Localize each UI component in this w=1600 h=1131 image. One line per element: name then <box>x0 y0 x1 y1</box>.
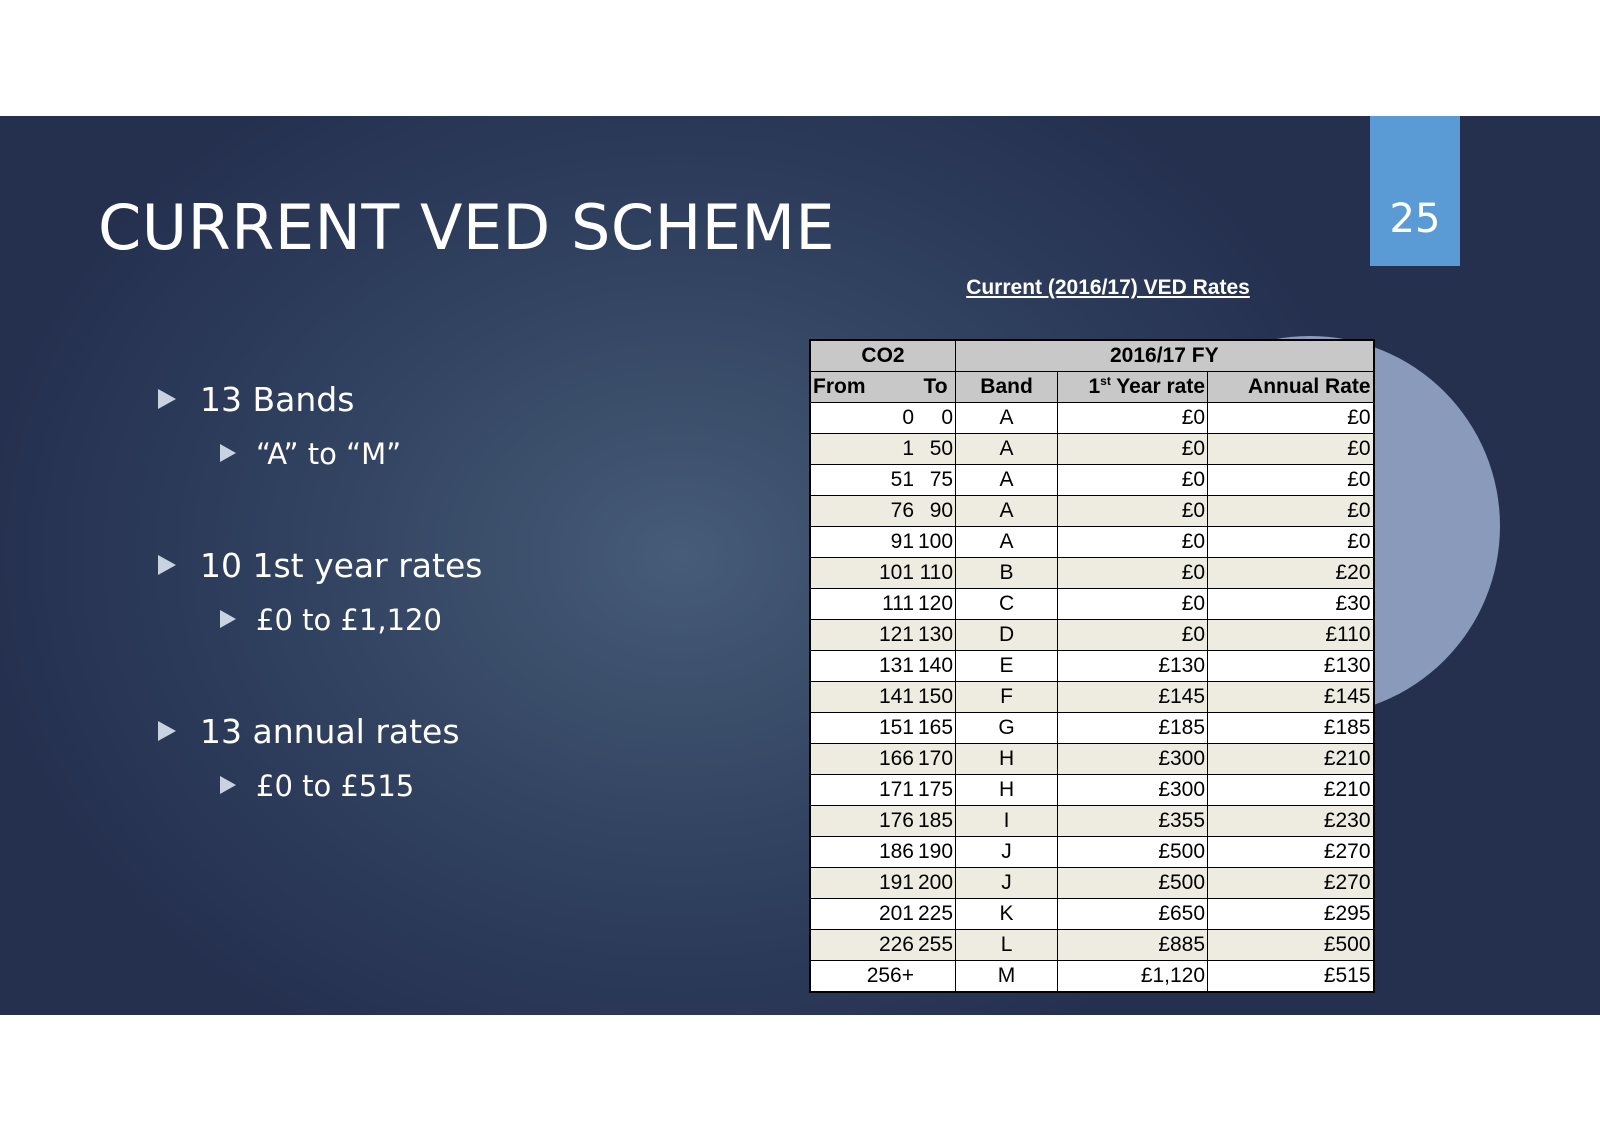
table-row <box>810 868 1374 899</box>
cell-first-year-rate: £130 <box>1058 651 1208 682</box>
table-row <box>810 403 1374 434</box>
cell-band: A <box>956 403 1058 434</box>
cell-to: 90 <box>916 496 956 527</box>
bullet-arrow-icon <box>220 610 236 628</box>
col-header-annual-rate: Annual Rate <box>1208 372 1374 403</box>
bullet-arrow-icon <box>158 555 176 575</box>
cell-to: 170 <box>916 744 956 775</box>
cell-from: 1 <box>810 434 916 465</box>
cell-first-year-rate: £1,120 <box>1058 961 1208 993</box>
sub-bullet-text: “A” to “M” <box>256 437 402 471</box>
group-header-co2: CO2 <box>810 340 956 372</box>
cell-from: 141 <box>810 682 916 713</box>
table-body <box>810 403 1374 993</box>
table-row <box>810 620 1374 651</box>
table-row <box>810 496 1374 527</box>
bullet-item <box>158 712 460 752</box>
cell-to: 130 <box>916 620 956 651</box>
cell-band: D <box>956 620 1058 651</box>
cell-annual-rate: £110 <box>1208 620 1374 651</box>
cell-first-year-rate: £355 <box>1058 806 1208 837</box>
cell-band: A <box>956 527 1058 558</box>
cell-from: 51 <box>810 465 916 496</box>
cell-annual-rate: £0 <box>1208 403 1374 434</box>
sub-bullet-text: £0 to £1,120 <box>256 603 442 637</box>
table-row <box>810 527 1374 558</box>
cell-annual-rate: £230 <box>1208 806 1374 837</box>
cell-band: C <box>956 589 1058 620</box>
bullet-arrow-icon <box>220 776 236 794</box>
table-row <box>810 682 1374 713</box>
cell-from: 131 <box>810 651 916 682</box>
cell-band: M <box>956 961 1058 993</box>
bullet-arrow-icon <box>220 444 236 462</box>
bullet-text: 10 1st year rates <box>200 546 483 585</box>
cell-annual-rate: £270 <box>1208 868 1374 899</box>
bullet-text: 13 Bands <box>200 380 355 419</box>
first-year-suffix: Year rate <box>1110 375 1206 398</box>
cell-first-year-rate: £0 <box>1058 589 1208 620</box>
table-row <box>810 775 1374 806</box>
sub-bullet-text: £0 to £515 <box>256 769 415 803</box>
sub-bullet-item <box>220 436 401 472</box>
cell-to: 200 <box>916 868 956 899</box>
cell-annual-rate: £130 <box>1208 651 1374 682</box>
cell-first-year-rate: £650 <box>1058 899 1208 930</box>
cell-annual-rate: £145 <box>1208 682 1374 713</box>
slide-title: CURRENT VED SCHEME <box>98 191 836 264</box>
cell-annual-rate: £30 <box>1208 589 1374 620</box>
cell-band: F <box>956 682 1058 713</box>
cell-band: K <box>956 899 1058 930</box>
cell-first-year-rate: £0 <box>1058 434 1208 465</box>
cell-from: 171 <box>810 775 916 806</box>
cell-from: 176 <box>810 806 916 837</box>
cell-band: H <box>956 744 1058 775</box>
cell-band: I <box>956 806 1058 837</box>
table-row <box>810 930 1374 961</box>
cell-to: 110 <box>916 558 956 589</box>
cell-band: B <box>956 558 1058 589</box>
cell-annual-rate: £500 <box>1208 930 1374 961</box>
cell-from: 226 <box>810 930 916 961</box>
cell-from: 201 <box>810 899 916 930</box>
cell-to <box>916 961 956 993</box>
cell-first-year-rate: £185 <box>1058 713 1208 744</box>
cell-to: 150 <box>916 682 956 713</box>
first-year-prefix: 1 <box>1088 375 1101 398</box>
table-row <box>810 651 1374 682</box>
cell-annual-rate: £185 <box>1208 713 1374 744</box>
cell-to: 165 <box>916 713 956 744</box>
cell-annual-rate: £0 <box>1208 465 1374 496</box>
cell-annual-rate: £0 <box>1208 496 1374 527</box>
table-row <box>810 961 1374 993</box>
cell-to: 100 <box>916 527 956 558</box>
cell-band: J <box>956 868 1058 899</box>
cell-annual-rate: £270 <box>1208 837 1374 868</box>
cell-band: E <box>956 651 1058 682</box>
sub-bullet-item <box>220 768 414 804</box>
cell-to: 140 <box>916 651 956 682</box>
bullet-arrow-icon <box>158 389 176 409</box>
table-row <box>810 434 1374 465</box>
cell-first-year-rate: £0 <box>1058 620 1208 651</box>
bullet-item <box>158 546 482 586</box>
cell-first-year-rate: £500 <box>1058 837 1208 868</box>
bullet-text: 13 annual rates <box>200 712 460 751</box>
cell-band: G <box>956 713 1058 744</box>
cell-annual-rate: £0 <box>1208 527 1374 558</box>
cell-from: 0 <box>810 403 916 434</box>
cell-from: 91 <box>810 527 916 558</box>
cell-from: 256+ <box>810 961 916 993</box>
cell-from: 101 <box>810 558 916 589</box>
cell-annual-rate: £515 <box>1208 961 1374 993</box>
cell-from: 191 <box>810 868 916 899</box>
slide <box>0 116 1600 1015</box>
col-header-first-year-rate <box>1058 372 1208 403</box>
cell-first-year-rate: £0 <box>1058 527 1208 558</box>
cell-first-year-rate: £0 <box>1058 403 1208 434</box>
cell-band: A <box>956 465 1058 496</box>
cell-to: 75 <box>916 465 956 496</box>
cell-to: 185 <box>916 806 956 837</box>
cell-first-year-rate: £145 <box>1058 682 1208 713</box>
cell-to: 120 <box>916 589 956 620</box>
col-header-to: To <box>916 372 956 403</box>
cell-first-year-rate: £300 <box>1058 744 1208 775</box>
table-row <box>810 744 1374 775</box>
cell-first-year-rate: £500 <box>1058 868 1208 899</box>
cell-from: 186 <box>810 837 916 868</box>
cell-from: 76 <box>810 496 916 527</box>
sub-bullet-item <box>220 602 442 638</box>
table-row <box>810 465 1374 496</box>
table-row <box>810 899 1374 930</box>
cell-from: 121 <box>810 620 916 651</box>
cell-first-year-rate: £0 <box>1058 558 1208 589</box>
cell-band: H <box>956 775 1058 806</box>
col-header-from: From <box>810 372 916 403</box>
cell-first-year-rate: £300 <box>1058 775 1208 806</box>
bullet-arrow-icon <box>158 721 176 741</box>
page-number-box <box>1370 116 1460 266</box>
cell-annual-rate: £0 <box>1208 434 1374 465</box>
cell-annual-rate: £210 <box>1208 775 1374 806</box>
table-caption: Current (2016/17) VED Rates <box>966 276 1250 299</box>
cell-annual-rate: £295 <box>1208 899 1374 930</box>
cell-band: A <box>956 434 1058 465</box>
cell-to: 50 <box>916 434 956 465</box>
cell-to: 0 <box>916 403 956 434</box>
cell-from: 166 <box>810 744 916 775</box>
bullet-item <box>158 380 354 420</box>
cell-first-year-rate: £885 <box>1058 930 1208 961</box>
table-row <box>810 589 1374 620</box>
cell-to: 225 <box>916 899 956 930</box>
cell-to: 255 <box>916 930 956 961</box>
cell-annual-rate: £210 <box>1208 744 1374 775</box>
table-row <box>810 837 1374 868</box>
cell-to: 190 <box>916 837 956 868</box>
table-row <box>810 806 1374 837</box>
table-row <box>810 558 1374 589</box>
cell-band: J <box>956 837 1058 868</box>
cell-band: L <box>956 930 1058 961</box>
cell-first-year-rate: £0 <box>1058 465 1208 496</box>
cell-from: 111 <box>810 589 916 620</box>
ved-rates-table <box>809 339 1375 993</box>
col-header-band: Band <box>956 372 1058 403</box>
cell-to: 175 <box>916 775 956 806</box>
cell-from: 151 <box>810 713 916 744</box>
table-row <box>810 713 1374 744</box>
group-header-fy: 2016/17 FY <box>956 340 1374 372</box>
cell-annual-rate: £20 <box>1208 558 1374 589</box>
page-number: 25 <box>1389 196 1441 242</box>
first-year-sup: st <box>1100 374 1111 388</box>
cell-band: A <box>956 496 1058 527</box>
cell-first-year-rate: £0 <box>1058 496 1208 527</box>
